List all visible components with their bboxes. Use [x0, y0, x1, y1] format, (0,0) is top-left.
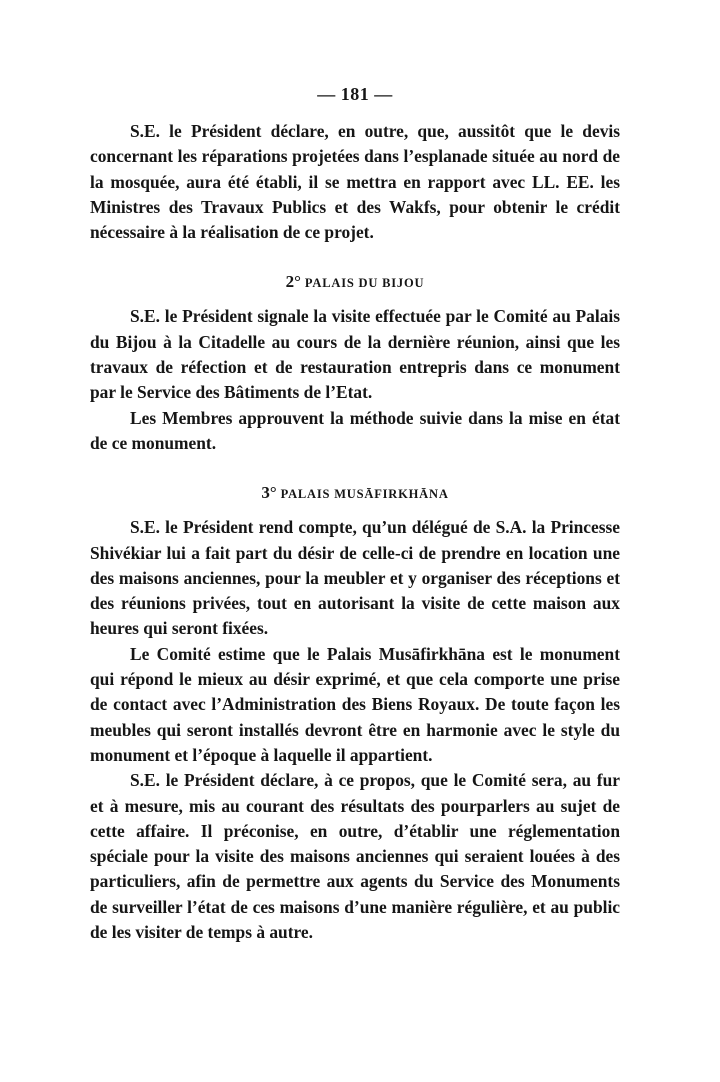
section-2-paragraph-2: Les Membres approuvent la méthode suivie dans la mise en état de ce monument.	[90, 407, 620, 453]
document-page	[90, 84, 620, 945]
section-2-paragraph-1: S.E. le Président signale la visite effectuée par le Comité au Palais du Bijou à la Citadelle au cours de la dernière réunion, ainsi que les travaux de réfection et de restauration entrepris dans ce monument par le Service des Bâtiments de l’Etat.	[90, 306, 620, 403]
intro-paragraph: S.E. le Président déclare, en outre, que, aussitôt que le devis concernant les réparations projetées dans l’esplanade située au nord de la mosquée, aura été établi, il se mettra en rapport avec LL. EE. les Ministres des Travaux Publics et des Wakfs, pour obtenir le crédit nécessaire à la réalisation de ce projet.	[90, 121, 620, 243]
section-3-heading	[90, 483, 620, 503]
section-3-paragraph-1: S.E. le Président rend compte, qu’un délégué de S.A. la Princesse Shivékiar lui a fait part du désir de celle-ci de prendre en location une des maisons anciennes, pour la meubler et y organiser des réceptions et des réunions privées, tout en autorisant la visite de cette maison aux heures qui seront fixées.	[90, 517, 620, 639]
section-3-title: PALAIS MUSĀFIRKHĀNA	[280, 487, 449, 502]
section-2-heading	[90, 272, 620, 292]
section-3-paragraph-2: Le Comité estime que le Palais Musāfirkhāna est le monument qui répond le mieux au désir exprimé, et que cela comporte une prise de contact avec l’Administration des Biens Royaux. De toute façon les meubles qui seront installés devront être en harmonie avec le style du monument et l’époque à laquelle il appartient.	[90, 643, 620, 765]
section-3-paragraph-3: S.E. le Président déclare, à ce propos, que le Comité sera, au fur et à mesure, mis au courant des résultats des pourparlers au sujet de cette affaire. Il préconise, en outre, d’établir une réglementation spéciale pour la visite des maisons anciennes qui seraient louées à des particuliers, afin de permettre aux agents du Service des Monuments de surveiller l’état de ces maisons d’une manière régulière, et au public de les visiter de temps à autre.	[90, 770, 620, 943]
section-3-ordinal: 3°	[261, 483, 277, 503]
section-2-ordinal: 2°	[285, 272, 301, 292]
page-number: — 181 —	[317, 84, 393, 104]
section-2-title: PALAIS DU BIJOU	[304, 276, 425, 291]
